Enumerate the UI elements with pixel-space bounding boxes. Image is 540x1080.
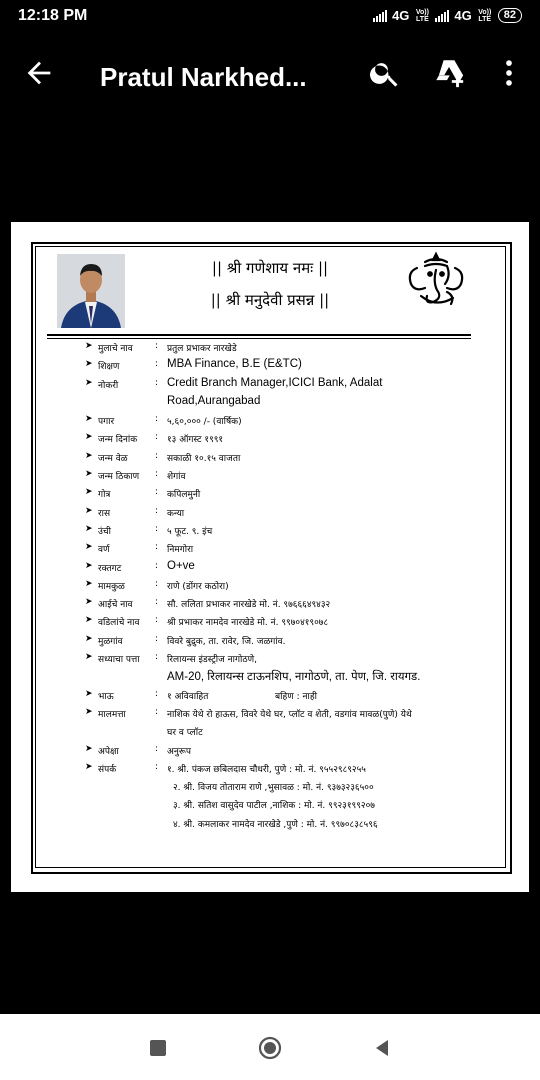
detail-label: वर्ण — [98, 545, 110, 556]
detail-row — [85, 560, 475, 578]
detail-value: अनुरूप — [167, 746, 191, 757]
detail-separator: : — [155, 450, 159, 461]
arrow-bullet-icon: ➤ — [85, 505, 93, 516]
square-recents-icon — [146, 1036, 170, 1060]
detail-value: श्री प्रभाकर नामदेव नारखेडे मो. नं. ९९७०४१९०७८ — [167, 618, 329, 629]
detail-value: O+ve — [167, 559, 195, 572]
add-to-drive-button[interactable] — [432, 56, 466, 90]
detail-row-continuation — [85, 724, 475, 742]
detail-value-continuation: घर व प्लॉट — [167, 728, 203, 739]
detail-row-continuation — [85, 395, 475, 413]
back-button[interactable] — [22, 56, 56, 90]
search-button[interactable] — [368, 56, 402, 90]
detail-label: भाऊ — [98, 691, 114, 702]
detail-value: निमगोरा — [167, 545, 194, 556]
detail-row — [85, 340, 475, 358]
arrow-bullet-icon: ➤ — [85, 688, 93, 699]
detail-row — [85, 743, 475, 761]
detail-label: जन्म ठिकाण — [98, 472, 140, 483]
ganesh-icon — [403, 248, 469, 314]
detail-row — [85, 651, 475, 669]
detail-value: प्रतुल प्रभाकर नारखेडे — [167, 344, 237, 354]
arrow-bullet-icon: ➤ — [85, 560, 93, 571]
detail-label: पगार — [98, 417, 115, 428]
arrow-bullet-icon: ➤ — [85, 652, 93, 663]
arrow-bullet-icon: ➤ — [85, 578, 93, 589]
detail-label: सध्याचा पत्ता — [98, 655, 140, 666]
detail-value: १३ ऑगस्ट १९९१ — [167, 435, 224, 446]
header-divider — [47, 334, 471, 336]
detail-row — [85, 596, 475, 614]
detail-value: शेगांव — [167, 472, 186, 483]
arrow-bullet-icon: ➤ — [85, 359, 93, 370]
detail-value: सकाळी १०.१५ वाजता — [167, 453, 241, 464]
detail-separator: : — [155, 597, 159, 608]
biodata-document[interactable] — [11, 222, 529, 892]
contact-row — [85, 816, 475, 834]
detail-separator: : — [155, 633, 159, 644]
detail-separator: : — [155, 523, 159, 534]
detail-separator: : — [155, 761, 159, 772]
arrow-bullet-icon: ➤ — [85, 743, 93, 754]
heading-manudevi: || श्री मनुदेवी प्रसन्न || — [210, 291, 330, 309]
detail-separator: : — [155, 505, 159, 516]
arrow-bullet-icon: ➤ — [85, 450, 93, 461]
arrow-bullet-icon: ➤ — [85, 523, 93, 534]
contact-entry: ३. श्री. सतिश वासुदेव पाटील ,नाशिक : मो. नं. ९९२३१९९२०७ — [173, 801, 375, 812]
arrow-bullet-icon: ➤ — [85, 761, 93, 772]
arrow-bullet-icon: ➤ — [85, 341, 93, 351]
contact-entry: २. श्री. विजय तोताराम राणे ,भुसावळ : मो. नं. ९३७३२३६५०० — [173, 783, 374, 794]
detail-value: कपिलमुनी — [167, 490, 201, 501]
detail-row — [85, 523, 475, 541]
detail-separator: : — [155, 578, 159, 589]
detail-row — [85, 486, 475, 504]
arrow-bullet-icon: ➤ — [85, 615, 93, 626]
triangle-back-icon — [370, 1036, 394, 1060]
detail-label: गोत्र — [98, 490, 111, 501]
detail-separator: : — [155, 341, 159, 351]
detail-value: विवरे बुद्रुक, ता. रावेर, जि. जळगांव. — [167, 636, 286, 647]
detail-label: शिक्षण — [98, 362, 120, 373]
status-bar — [0, 0, 540, 34]
detail-row — [85, 614, 475, 632]
detail-row — [85, 633, 475, 651]
detail-separator: : — [155, 743, 159, 754]
detail-label: अपेक्षा — [98, 746, 119, 757]
detail-separator: : — [155, 414, 159, 425]
detail-label: उंची — [98, 526, 111, 537]
detail-separator: : — [155, 652, 159, 663]
detail-separator: : — [155, 359, 159, 370]
detail-row — [85, 688, 475, 706]
arrow-bullet-icon: ➤ — [85, 487, 93, 498]
detail-value: Credit Branch Manager,ICICI Bank, Adalat — [167, 376, 383, 389]
detail-separator: : — [155, 487, 159, 498]
detail-label: रास — [98, 508, 111, 519]
network-type-2: 4G — [454, 8, 472, 23]
detail-separator: : — [155, 615, 159, 626]
arrow-bullet-icon: ➤ — [85, 706, 93, 717]
detail-row — [85, 450, 475, 468]
detail-separator: : — [155, 432, 159, 443]
signal-icon — [373, 10, 387, 22]
detail-row — [85, 578, 475, 596]
volte-badge-2: Vo)) LTE — [478, 8, 492, 23]
network-type-1: 4G — [392, 8, 410, 23]
contact-row — [85, 797, 475, 815]
arrow-bullet-icon: ➤ — [85, 414, 93, 425]
detail-label: मालमत्ता — [98, 709, 126, 720]
home-button[interactable] — [258, 1036, 282, 1060]
detail-label: मामकुळ — [98, 581, 125, 592]
detail-value: राणे (डोंगर कठोरा) — [167, 581, 229, 592]
detail-label: मुलाचे नाव — [98, 344, 133, 354]
arrow-bullet-icon: ➤ — [85, 542, 93, 553]
system-navigation-bar — [0, 1014, 540, 1080]
volte-badge-1: Vo)) LTE — [415, 8, 429, 23]
detail-value: कन्या — [167, 508, 185, 519]
back-nav-button[interactable] — [370, 1036, 394, 1060]
app-title: Pratul Narkhed... — [100, 62, 307, 92]
arrow-back-icon — [22, 56, 56, 90]
detail-row — [85, 541, 475, 559]
detail-label: आईचे नाव — [98, 600, 133, 611]
detail-label: संपर्क — [98, 764, 117, 775]
detail-value-continuation: Road,Aurangabad — [167, 394, 261, 407]
more-options-button[interactable] — [492, 56, 526, 90]
arrow-bullet-icon: ➤ — [85, 469, 93, 480]
circle-home-icon — [258, 1036, 282, 1060]
arrow-bullet-icon: ➤ — [85, 432, 93, 443]
battery-indicator: 82 — [498, 8, 522, 23]
arrow-bullet-icon: ➤ — [85, 597, 93, 608]
details-list — [85, 340, 475, 834]
detail-label: नोकरी — [98, 380, 119, 391]
contact-entry: ४. श्री. कमलाकर नामदेव नारखेडे ,पुणे : मो. नं. ९९७०८३८५९६ — [173, 819, 378, 830]
detail-separator: : — [155, 560, 159, 571]
search-icon — [368, 56, 402, 90]
detail-value: सौ. ललिता प्रभाकर नारखेडे मो. नं. ९७६६६४९४३२ — [167, 600, 331, 611]
header-divider-thin — [47, 338, 471, 339]
detail-value-continuation: AM-20, रिलायन्स टाऊनशिप, नागोठणे, ता. पेण, जि. रायगड. — [167, 671, 421, 684]
signal-icon-2 — [435, 10, 449, 22]
detail-row — [85, 761, 475, 779]
detail-label: वडिलांचे नाव — [98, 618, 140, 629]
app-bar — [0, 34, 540, 120]
detail-value-secondary: बहिण : नाही — [275, 691, 317, 702]
status-icons — [373, 8, 522, 23]
detail-separator: : — [155, 542, 159, 553]
arrow-bullet-icon: ➤ — [85, 633, 93, 644]
detail-separator: : — [155, 377, 159, 388]
more-vert-icon — [492, 56, 526, 90]
detail-row — [85, 706, 475, 724]
detail-value: MBA Finance, B.E (E&TC) — [167, 358, 302, 371]
detail-row — [85, 431, 475, 449]
arrow-bullet-icon: ➤ — [85, 377, 93, 388]
detail-value: १. श्री. पंकज छबिलदास चौधरी, पुणे : मो. नं. ९५५२९८९२५५ — [167, 764, 366, 775]
detail-row — [85, 468, 475, 486]
detail-label: जन्म वेळ — [98, 453, 128, 464]
detail-value: नाशिक येथे रो हाऊस, विवरे येथे घर, प्लॉट व शेती, वडगांव मावळ(पुणे) येथे — [167, 709, 412, 720]
detail-separator: : — [155, 688, 159, 699]
status-time: 12:18 PM — [18, 7, 88, 24]
detail-separator: : — [155, 706, 159, 717]
detail-value: ५,६०,००० /- (वार्षिक) — [167, 417, 242, 428]
detail-label: जन्म दिनांक — [98, 435, 138, 446]
add-to-drive-icon — [432, 56, 466, 90]
detail-separator: : — [155, 469, 159, 480]
detail-value: ५ फूट. ९. इंच — [167, 526, 213, 537]
contact-row — [85, 779, 475, 797]
recents-button[interactable] — [146, 1036, 170, 1060]
detail-row — [85, 505, 475, 523]
detail-label: रक्तगट — [98, 563, 122, 574]
detail-value: रिलायन्स इंडस्ट्रीज नागोठणे, — [167, 655, 257, 666]
detail-row — [85, 358, 475, 376]
heading-ganesh: || श्री गणेशाय नमः || — [211, 259, 329, 277]
detail-row — [85, 377, 475, 395]
detail-value: १ अविवाहित — [167, 691, 209, 702]
detail-label: मुळगांव — [98, 636, 123, 647]
detail-row — [85, 413, 475, 431]
detail-row-continuation — [85, 669, 475, 687]
